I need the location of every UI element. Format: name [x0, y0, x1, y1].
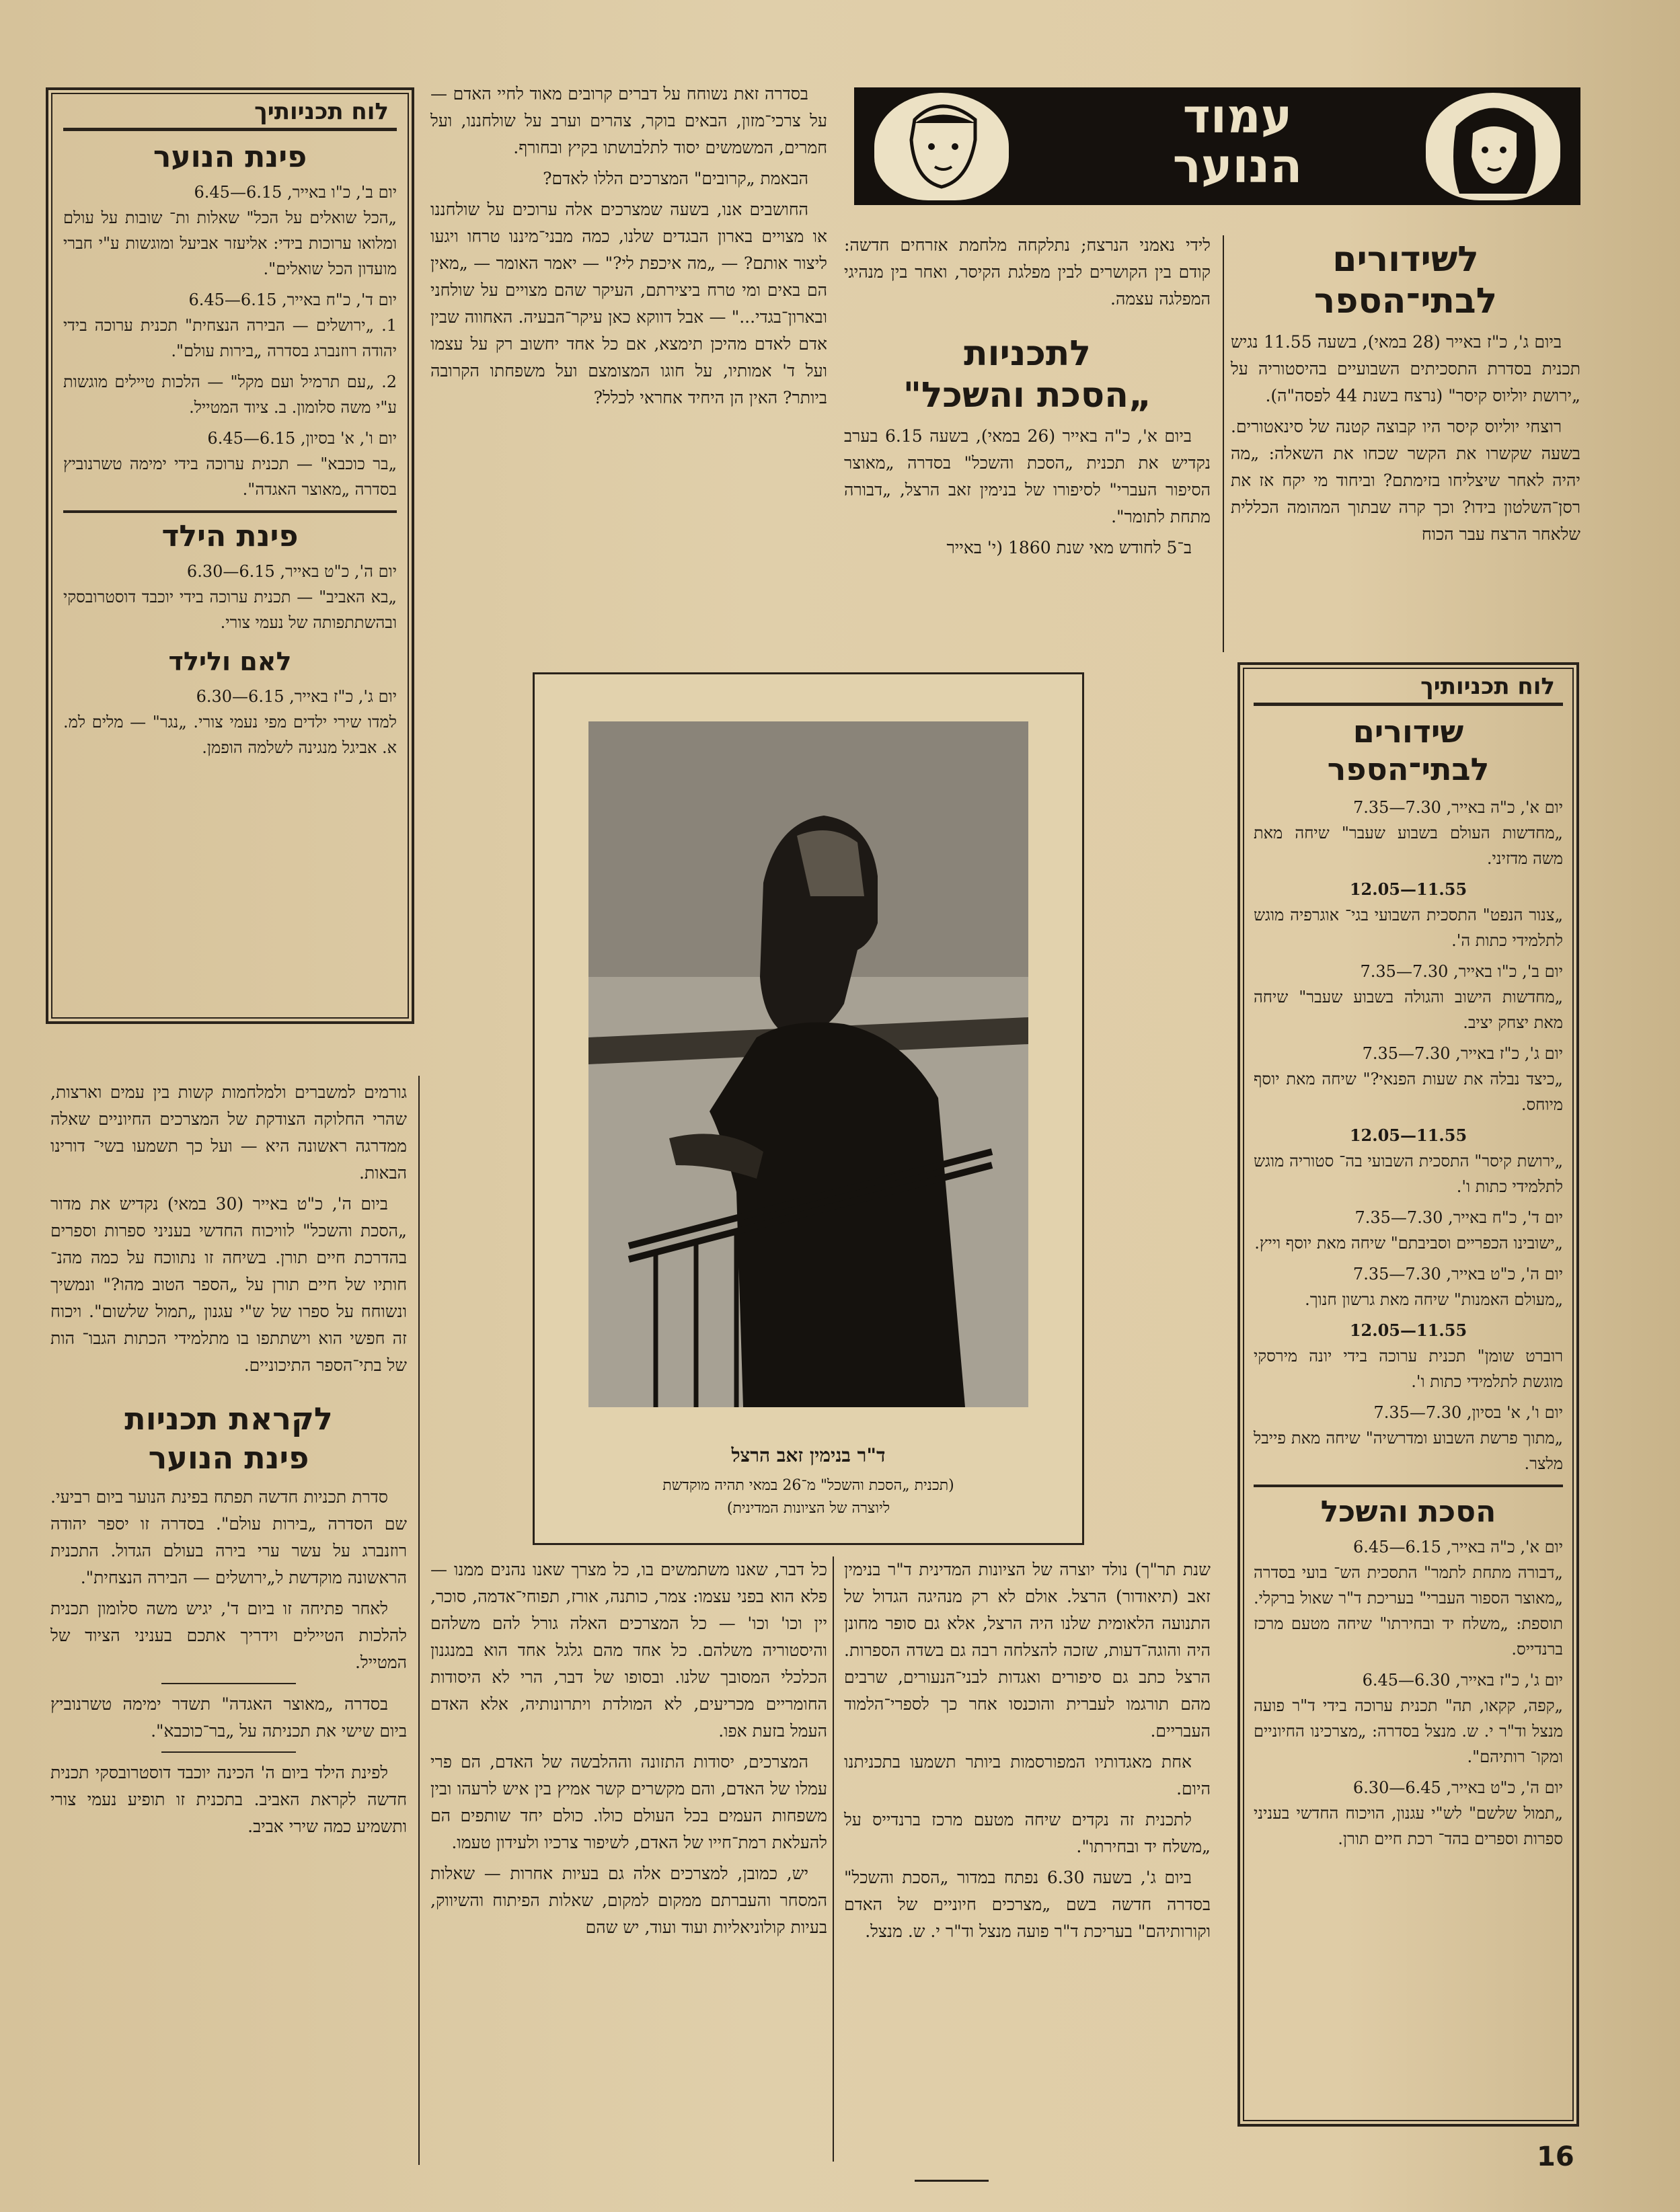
column-rule — [833, 1556, 834, 2162]
paragraph: כל דבר, שאנו משתמשים בו, כל מצרך שאנו נהנים ממנו — פלא הוא בפני עצמו: צמר, כותנה, אורז, תפוחי־אדמה, סוכר, יין וכו' וכו' — כל המצרכים האלה גורל להם משלהם והיסטוריה משלהם. כל אחד מהם גלגל אחד הוא במנגנון הכלכלי המסובך שלנו. ובסופו של דבר, הרי לא היסודות החומריים מכריעים, לא המולדת ויתרונותיה, אלא האדם העמל בזעת אפו. — [430, 1560, 827, 1741]
box-heading: שידורים לבתי־הספר — [1327, 713, 1490, 787]
paragraph: סדרת תכניות חדשה תפתח בפינת הנוער ביום רביעי. שם הסדרה „בירות עולם". בסדרה זו יספר יהודה רוזנברג על עשר ערי בירה בעולם הגדול. התכנית הראשונה מוקדשת ל„ירושלים — הבירה הנצחית". — [50, 1487, 407, 1587]
section-heading: לאם ולילד — [168, 647, 292, 676]
box-title: לוח תכניותיך — [1254, 673, 1563, 706]
schedule-entry: 11.55—12.05 „ירושת קיסר" התסכית השבועי בה־ סטוריה מוגש לתלמידי כתות ו'. — [1254, 1125, 1563, 1196]
schedule-entry: 11.55—12.05 רוברט שומן" תכנית ערוכה בידי יונה מירסקי מוגשת לתלמידי כתות ו'. — [1254, 1320, 1563, 1391]
photo-caption-name: ד"ר בנימין זאב הרצל — [731, 1444, 886, 1466]
divider — [161, 1683, 296, 1684]
paragraph: בסדרה זאת נשוחח על דברים קרובים מאוד לחיי האדם — על צרכי־מזון, הבאים בוקר, צהרים וערב על שולחננו, ועל חמרים, המשמשים יסוד לתלבושתו בקיץ ובחורף. — [430, 84, 827, 157]
schedule-entry: יום ו', א' בסיון, 7.30—7.35 „מתוך פרשת השבוע ומדרשיה" שיחה מאת פייבל מלצר. — [1254, 1403, 1563, 1473]
box-title: לוח תכניותיך — [63, 98, 397, 131]
boy-face-illustration — [874, 93, 1009, 200]
column-rule — [418, 1076, 420, 2165]
herzl-photo-frame — [533, 672, 1084, 1545]
schedule-entry: 2. „עם תרמיל ועם מקל" — הלכות טיילים מוגשות ע"י משה סלומון. ב. ציוד המטייל. — [63, 372, 397, 417]
schedule-entry: יום ג', כ"ז באייר, 6.30—6.45 „קפה, קקאו, תה" תכנית ערוכה בידי ד"ר פועה מנצל וד"ר י. ש. מנצל בסדרה: „מצרכינו החיוניים ומקו־ רותיהם". — [1254, 1671, 1563, 1766]
section-heading: הסכת והשכל — [1254, 1485, 1563, 1530]
schedule-entry: יום א', כ"ה באייר, 7.30—7.35 „מחדשות העולם בשבוע שעבר" שיחה מאת משה מדזיני. — [1254, 798, 1563, 868]
schedule-entry: 11.55—12.05 „צנור הנפט" התסכית השבועי בגי־ אוגרפיה מוגש לתלמידי כתות ה'. — [1254, 879, 1563, 950]
column-rule — [1223, 235, 1224, 652]
paragraph: בסדרה „מאוצר האגדה" תשדר ימימה טשרנוביץ ביום שישי את תכניתה על „בר־כוכבא". — [50, 1694, 407, 1741]
schedule-box-right — [1237, 662, 1579, 2127]
schedule-entry: יום ג', כ"ז באייר, 7.30—7.35 „כיצד נבלה את שעות הפנאי?" שיחה מאת יוסף מיוחס. — [1254, 1044, 1563, 1114]
page-number: 16 — [1537, 2141, 1574, 2172]
section-heading: פינת הנוער — [153, 140, 307, 174]
paragraph: יש, כמובן, למצרכים אלה גם בעיות אחרות — שאלות המסחר והעברתם ממקום למקום, שאלות הפיתוח והשיווק, בעיות קולוניאליות ועוד ועוד, יש שהם — [430, 1864, 827, 1937]
paragraph: אחת מאגדותיו המפורסמות ביותר תשמעו בתכניתנו היום. — [844, 1752, 1211, 1799]
paragraph: הבאמת „קרובים" המצרכים הללו לאדם? — [543, 169, 808, 188]
section-heading: פינת הילד — [63, 510, 397, 555]
schedule-entry: יום ה', כ"ט באייר, 7.30—7.35 „מעולם האמנות" שיחה מאת גרשון חנוך. — [1305, 1265, 1563, 1309]
column-center-right-bottom — [844, 1556, 1211, 1949]
schedule-entry: יום ד', כ"ח באייר, 7.30—7.35 „ישובינו הכפריים וסביבתם" שיחה מאת יוסף וייץ. — [1254, 1208, 1563, 1253]
paragraph: לפינת הילד ביום ה' הכינה יוכבד דוסטרובסקי תכנית חדשה לקראת האביב. בתכנית זו תופיע נעמי צורי ותשמיע כמה שירי אביב. — [50, 1763, 407, 1836]
paragraph: החושבים אנו, בשעה שמצרכים אלה ערוכים על שולחננו או מצויים בארון הבגדים שלנו, כמה מבני־מיננו טרחו ויגעו ליצור אותם? — „מה איכפת לי?" — יאמר האומר — „מאין הם באים ומי טרח ביצירתם, העיקר שהם מצויים על שולחני ובארון־בגדי..." — אבל דווקא כאן עיקר־הבעיה. האחווה שבין אדם לאדם מהיכן תימצא, אם כל אחד יחשוב רק על עצמו ועל ד' אמותיו, על חוגו המצומצם ועל משפחתו הקרובה ביותר? האין הן היחיד אחראי לכלל? — [430, 200, 827, 407]
column-center-left-top — [430, 81, 827, 416]
schedule-list — [1254, 1534, 1563, 1852]
paragraph: ביום ג', כ"ז באייר (28 במאי), בשעה 11.55 נגיש תכנית בסדרת התסכיתים השבועיים בהיסטוריה על „ירושת יוליוס קיסר" (נרצח בשנת 44 לפסה"ה). — [1231, 332, 1580, 405]
article-heading: לקראת תכניות פינת הנוער — [124, 1400, 333, 1476]
column-left — [50, 1079, 407, 1844]
paragraph: המצרכים, יסודות התזונה וההלבשה של האדם, הם פרי עמלו של האדם, והם מקשרים קשר אמיץ בין איש לרעהו ובין משפחות העמים בכל העולם כולו. כולם יחד שותפים הם להעלאת רמת־חייו של האדם, לשיפור צרכיו ולעידון טעמו. — [430, 1752, 827, 1852]
column-center-left-bottom — [430, 1556, 827, 1945]
column-end-rule — [915, 2180, 989, 2182]
masthead-title: עמוד הנוער — [1172, 89, 1303, 194]
schedule-entry: יום ו', א' בסיון, 6.15—6.45 „בר כוכבא" — תכנית ערוכה בידי ימימה טשרנוביץ בסדרה „מאוצר האגדה". — [63, 429, 397, 499]
column-center-right-top — [844, 232, 1211, 565]
schedule-entry: יום ב', כ"ו באייר, 6.15—6.45 „הכל שואלים על הכל" שאלות ות־ שובות על עולם ומלואו ערוכות בידי: אליעזר אביעל ומוגשות ע"י חברי מועדון הכל שואלים". — [63, 183, 397, 278]
herzl-photo — [588, 721, 1028, 1407]
schedule-entry: יום ד', כ"ח באייר, 6.15—6.45 1. „ירושלים — הבירה הנצחית" תכנית ערוכה בידי יהודה רוזנברג בסדרה „בירות עולם". — [63, 290, 397, 360]
schedule-box-left — [46, 87, 414, 1024]
masthead-banner — [854, 87, 1580, 205]
column-right — [1231, 232, 1580, 552]
article-heading: לתכניות „הסכת והשכל" — [903, 333, 1152, 416]
schedule-entry: יום ג', כ"ז באייר, 6.15—6.30 למדו שירי ילדים מפי נעמי צורי. „נגר" — מלים למ. א. אביגל מנגינה לשלמה הופמן. — [63, 687, 397, 757]
schedule-entry: יום א', כ"ה באייר, 6.15—6.45 „דבורה מתחת לתמר" התסכית הש־ בועי בסדרה „מאוצר הספור העברי" בעריכת ד"ר שאול ברקלי. תוספת: „משלח יד ובחירתו" שיחה מטעם מרכז ברנדייס. — [1254, 1538, 1563, 1659]
photo-caption-note: (תכנית „הסכת והשכל" מ־26 במאי תהיה מוקדשת ליוצרה של הציונות המדינית) — [662, 1477, 954, 1517]
paragraph: לאחר פתיחה זו ביום ד', יגיש משה סלומון תכנית להלכות הטיילים וידריך אתכם בעניני הציוד של המטייל. — [50, 1599, 407, 1672]
article-heading: לשידורים לבתי־הספר — [1313, 239, 1498, 321]
paragraph: רוצחי יוליוס קיסר היו קבוצה קטנה של סינאטורים. בשעה שקשרו את הקשר שכחו את השאלה: „מה יהיה לאחר שיצליחו בזימתם? וביחוד מי יקח אז את רסן־השלטון בידו? וכך קרה שבתוך המהומה הכללית שלאחר הרצח עבר הכוח — [1231, 417, 1580, 544]
paragraph: לתכנית זה נקדים שיחה מטעם מרכז ברנדייס על „משלח יד ובחירתו". — [844, 1810, 1211, 1856]
paragraph: לידי נאמני הנרצח; נתלקחה מלחמת אזרחים חדשה: קודם בין הקושרים לבין מפלגת הקיסר, ואחר בין מנהיגי המפלגה עצמה. — [844, 235, 1211, 309]
divider — [161, 1751, 296, 1753]
paragraph: ביום א', כ"ה באייר (26 במאי), בשעה 6.15 בערב נקדיש את תכנית „הסכת והשכל" בסדרה „מאוצר הסיפור העברי" לסיפורו של בנימין זאב הרצל, „דבורה מתחת לתומר". — [844, 426, 1211, 526]
paragraph: גורמים למשברים ולמלחמות קשות בין עמים וארצות, שהרי החלוקה הצודקת של המצרכים החיוניים שאלה ממדרגה ראשונה היא — ועל כך תשמעו בשי־ דורינו הבאות. — [50, 1082, 407, 1183]
girl-face-illustration — [1426, 93, 1560, 200]
paragraph: שנת תר"ך) נולד יוצרה של הציונות המדינית ד"ר בנימין זאב (תיאודור) הרצל. אולם לא רק מנהיגה הגדול של התנועה הלאומית שלנו היה הרצל, אלא גם סופר מחונן היה והוגה־דעות, שזכה להצלחה רבה גם בשדה הספרות. הרצל כתב גם סיפורים ואגדות לבני־הנעורים, שרבים מהם תורגמו לעברית והוכנסו אחר כך לספרי־הלמוד העבריים. — [844, 1560, 1211, 1741]
paragraph: ביום ה', כ"ט באייר (30 במאי) נקדיש את מדור „הסכת והשכל" לוויכוח החדשי בעניני ספרות וספרים בהדרכת חיים תורן. בשיחה זו נתווכח על כמה מהנ־ חותיו של חיים תורן על „הספר הטוב מהו?" ונמשיך ונשוחח על ספרו של ש"י עגנון „תמול שלשום". ויכוח זה חפשי הוא וישתתפו בו מתלמידי הכתות הגבו־ הות של בתי־הספר התיכוניים. — [50, 1194, 407, 1375]
schedule-entry: יום ב', כ"ו באייר, 7.30—7.35 „מחדשות הישוב והגולה בשבוע שעבר" שיחה מאת יצחק יציב. — [1254, 962, 1563, 1032]
schedule-entry: יום ה', כ"ט באייר, 6.15—6.30 „בא האביב" — תכנית ערוכה בידי יוכבד דוסטרובסקי ובהשתתפותה של נעמי צורי. — [63, 562, 397, 632]
schedule-list — [1254, 795, 1563, 1476]
paragraph: ב־5 לחודש מאי שנת 1860 (י' באייר — [946, 538, 1192, 557]
paragraph: ביום ג', בשעה 6.30 נפתח במדור „הסכת והשכל" בסדרה חדשה בשם „מצרכים חיוניים של האדם וקורותיהם" בעריכת ד"ר פועה מנצל וד"ר י. ש. מנצל. — [844, 1868, 1211, 1941]
schedule-entry: יום ה', כ"ט באייר, 6.45—6.30 „תמול שלשם" לש"י עגנון, הויכוח החדשי בעניני ספרות וספרים בהד־ רכת חיים תורן. — [1254, 1778, 1563, 1848]
